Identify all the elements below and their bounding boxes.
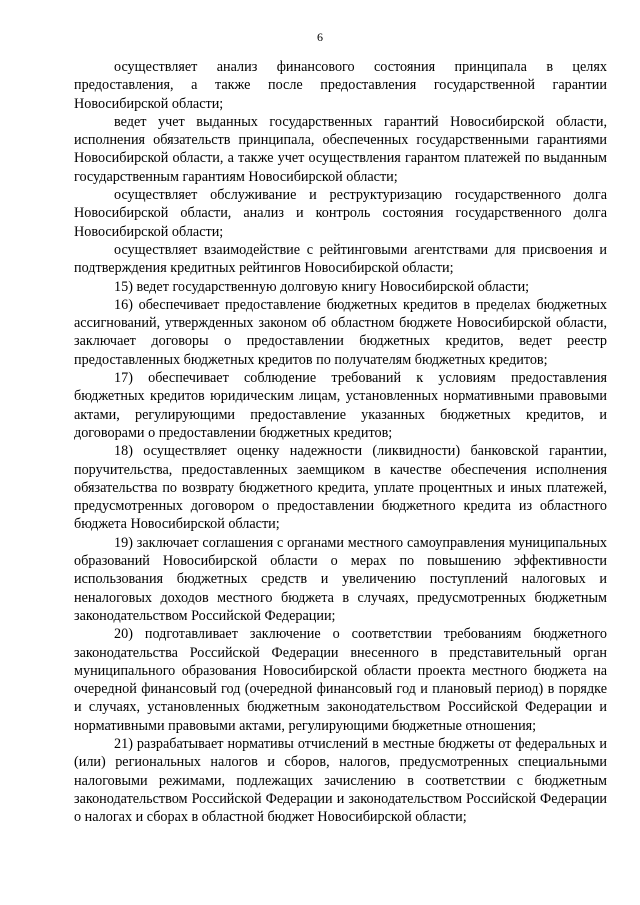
paragraph: 20) подготавливает заключение о соответствии требованиям бюджетного законодательства Российской Федерации внесенного в представительный орган муниципального образования Новосибирской области проекта местного бюджета на очередной финансовый год (очередной финансовый год и плановый период) в порядке и случаях, установленных бюджетным законодательством Российской Федерации и нормативными правовыми актами, регулирующими бюджетные отношения; <box>74 626 607 734</box>
paragraph: 17) обеспечивает соблюдение требований к условиям предоставления бюджетных кредитов юридическим лицам, установленных нормативными правовыми актами, регулирующими предоставление указанных бюджетных кредитов, и договорами о предоставлении бюджетных кредитов; <box>74 370 607 441</box>
document-body <box>74 58 607 826</box>
paragraph: ведет учет выданных государственных гарантий Новосибирской области, исполнения обязательств принципала, обеспеченных государственными гарантиями Новосибирской области, а также учет осуществления гарантом платежей по выданным государственным гарантиям Новосибирской области; <box>74 113 607 185</box>
paragraph: 16) обеспечивает предоставление бюджетных кредитов в пределах бюджетных ассигнований, утвержденных законом об областном бюджете Новосибирской области, заключает договоры о предоставлении бюджетных кредитов, ведет реестр предоставленных бюджетных кредитов по получателям бюджетных кредитов; <box>74 296 607 368</box>
paragraph: 15) ведет государственную долговую книгу Новосибирской области; <box>114 278 530 295</box>
page-number: 6 <box>317 30 323 44</box>
paragraph: осуществляет анализ финансового состояния принципала в целях предоставления, а также после предоставления государственной гарантии Новосибирской области; <box>74 59 607 112</box>
paragraph: осуществляет обслуживание и реструктуризацию государственного долга Новосибирской области, анализ и контроль состояния государственного долга Новосибирской области; <box>74 187 607 240</box>
paragraph: 19) заключает соглашения с органами местного самоуправления муниципальных образований Новосибирской области о мерах по повышению эффективности использования бюджетных средств и увеличению поступлений налоговых и неналоговых доходов местного бюджета в случаях, предусмотренных бюджетным законодательством Российской Федерации; <box>74 534 607 624</box>
paragraph: 21) разрабатывает нормативы отчислений в местные бюджеты от федеральных и (или) региональных налогов и сборов, налогов, предусмотренных специальными налоговыми режимами, подлежащих зачислению в соответствии с бюджетным законодательством Российской Федерации и законодательством Российской Федерации о налогах и сборах в областной бюджет Новосибирской области; <box>74 735 607 826</box>
paragraph: осуществляет взаимодействие с рейтинговыми агентствами для присвоения и подтверждения кредитных рейтингов Новосибирской области; <box>74 241 607 277</box>
paragraph: 18) осуществляет оценку надежности (ликвидности) банковской гарантии, поручительства, предоставленных заемщиком в качестве обеспечения исполнения обязательства по возврату бюджетного кредита, уплате процентных и иных платежей, предусмотренных договором о предоставлении бюджетного кредита из областного бюджета Новосибирской области; <box>74 443 607 533</box>
